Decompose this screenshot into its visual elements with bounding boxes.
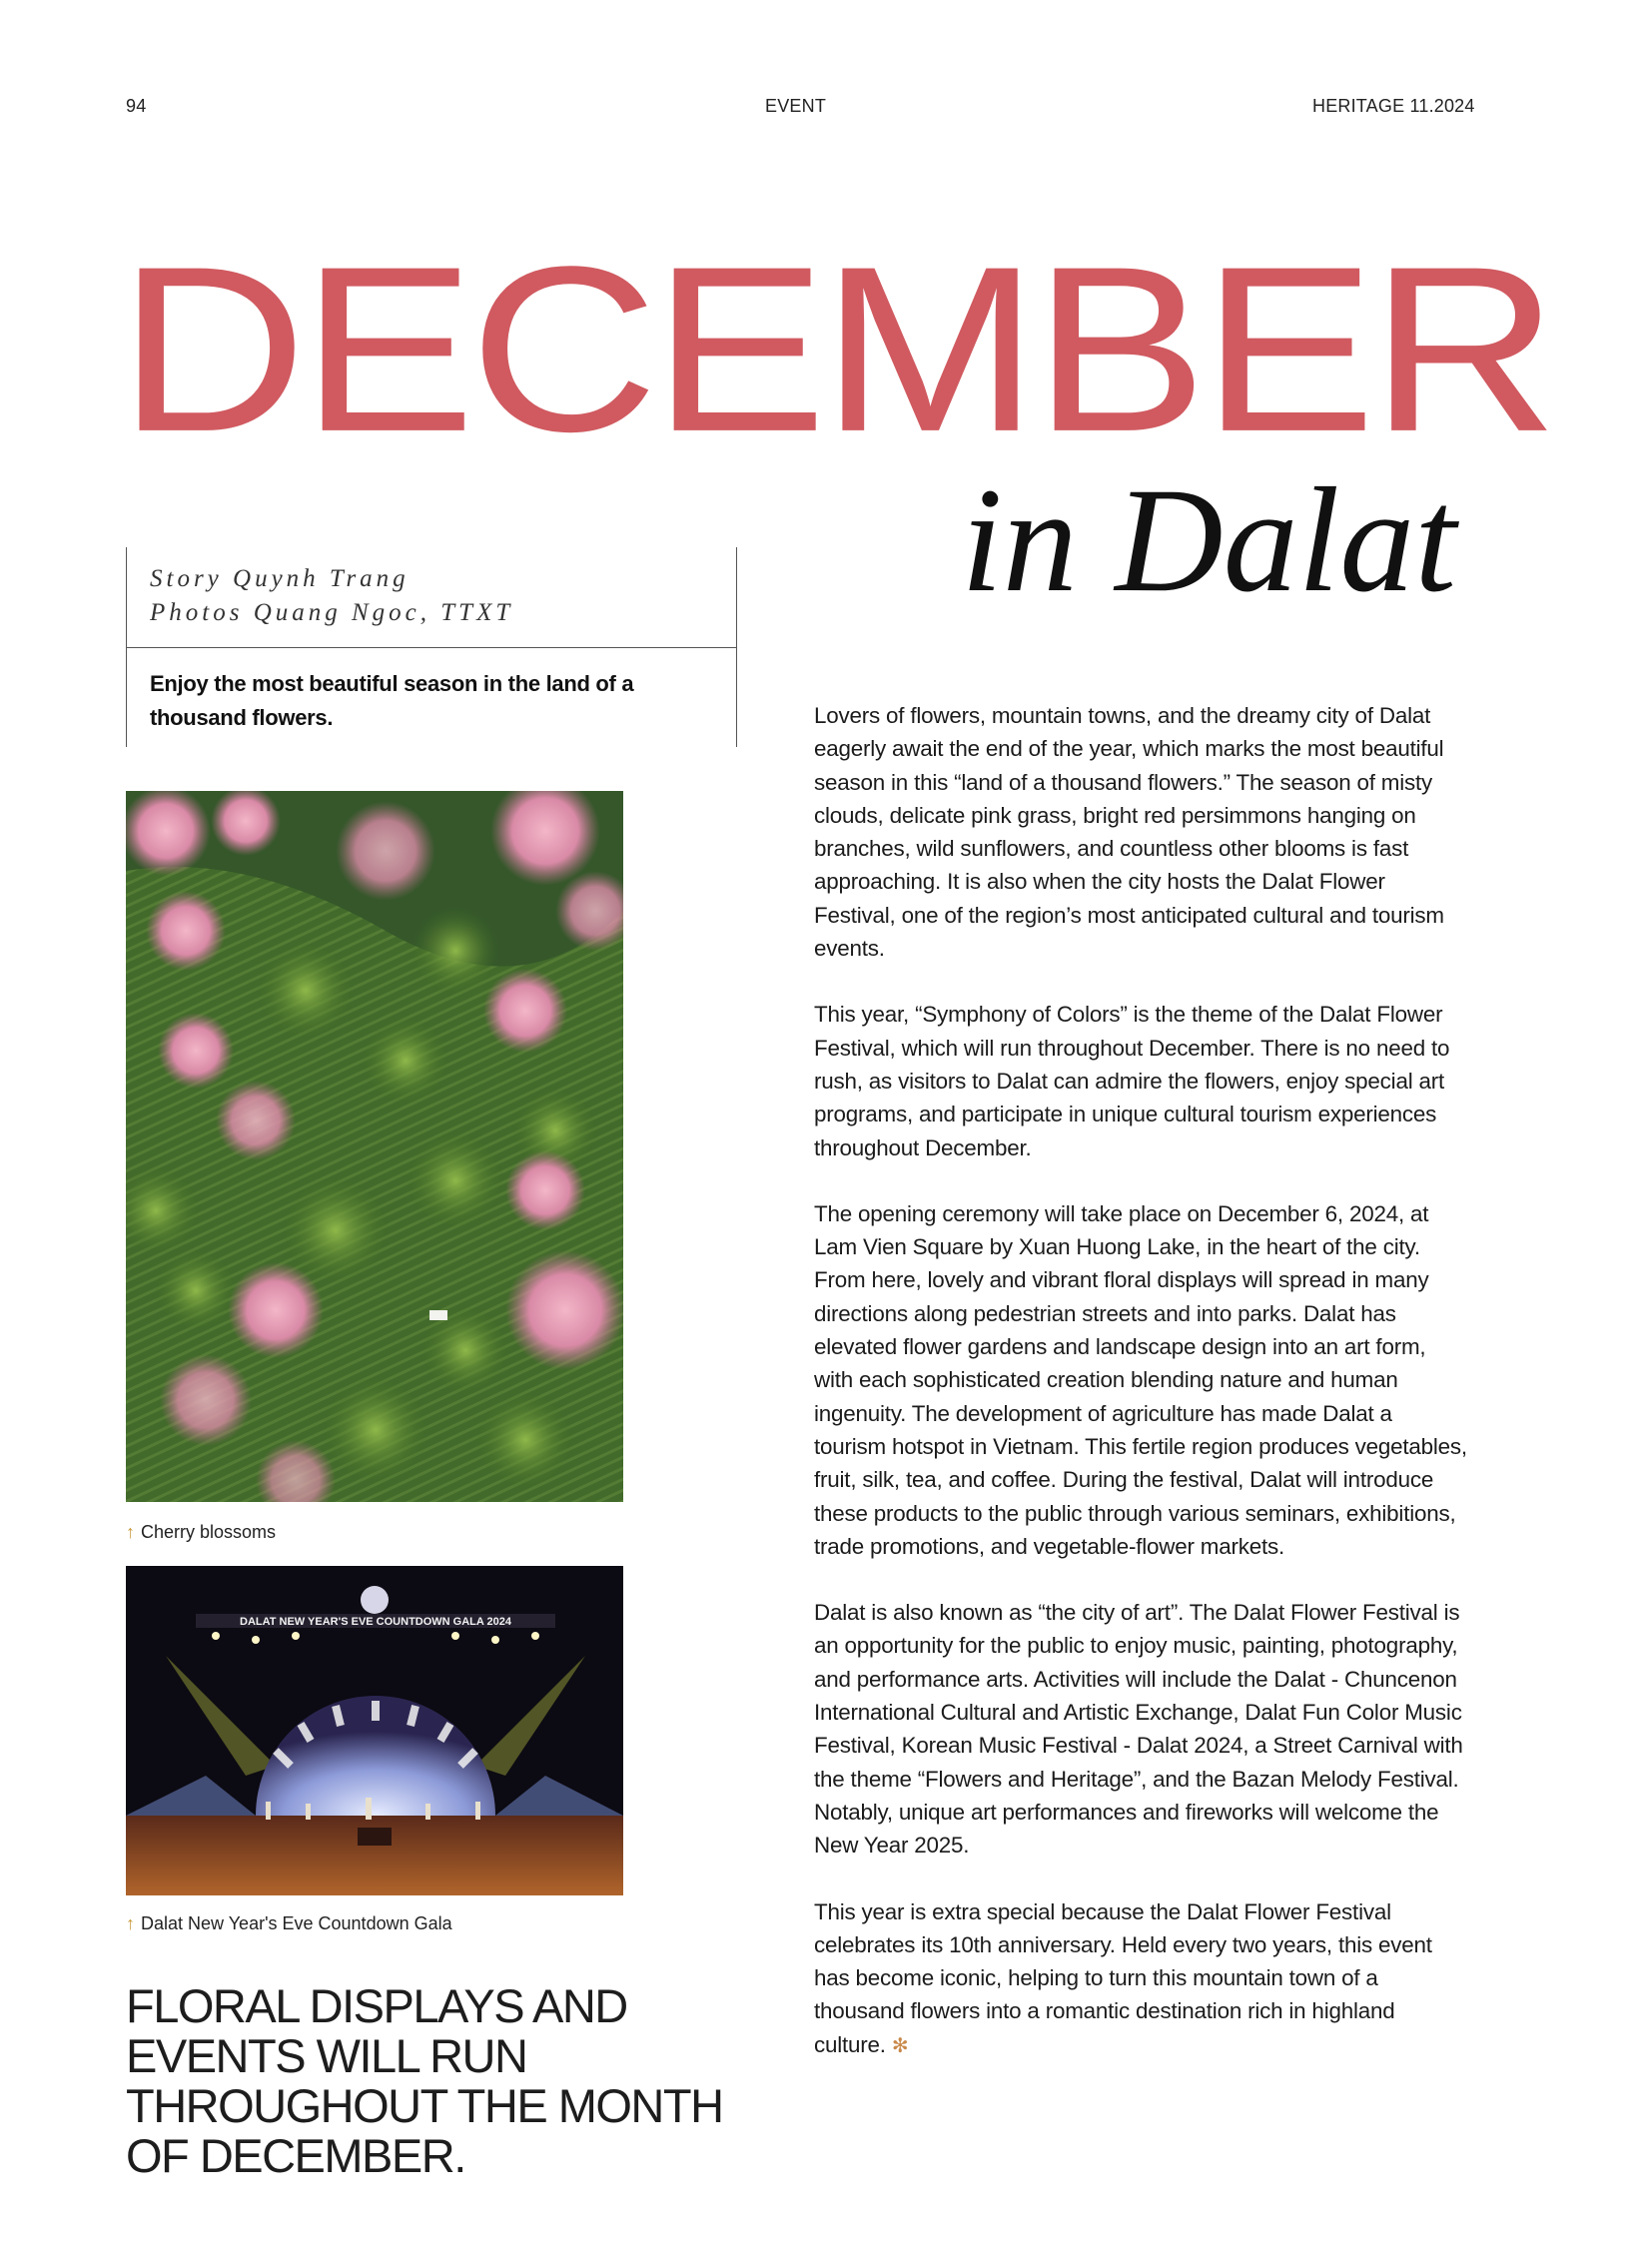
arrow-up-icon: ↑: [126, 1522, 135, 1542]
body-paragraph: This year, “Symphony of Colors” is the theme of the Dalat Flower Festival, which will run throughout December. There is no need to rush, as visitors to Dalat can admire the flowers, enjoy special art programs, and participate in unique cultural tourism experiences throughout December.: [814, 1002, 1450, 1160]
lotus-icon: ✻: [891, 2034, 909, 2057]
photo-caption: ↑ Dalat New Year's Eve Countdown Gala: [126, 1913, 452, 1933]
photo-caption: ↑ Cherry blossoms: [126, 1522, 277, 1542]
page-number: 94: [126, 96, 147, 116]
arrow-up-icon: ↑: [126, 1913, 135, 1933]
body-paragraph: Lovers of flowers, mountain towns, and the dreamy city of Dalat eagerly await the end of the year, which marks the most beautiful season in this “land of a thousand flowers.” The season of misty clouds, delicate pink grass, bright red persimmons hanging on branches, wild sunflowers, and countless other blooms is fast approaching. It is also when the city hosts the Dalat Flower Festival, one of the region’s most anticipated cultural and tourism events.: [814, 703, 1444, 962]
countdown-gala-photo: [126, 1566, 623, 1895]
body-paragraph: Dalat is also known as “the city of art”. The Dalat Flower Festival is an opportunity for the public to enjoy music, painting, photography, and performance arts. Activities will include the Dalat - Chuncenon International Cultural and Artistic Exchange, Dalat Fun Color Music Festival, Korean Music Festival - Dalat 2024, a Street Carnival with the theme “Flowers and Heritage”, and the Bazan Melody Festival. Notably, unique art performances and fireworks will welcome the New Year 2025.: [814, 1600, 1463, 1859]
credits-divider: [126, 647, 737, 648]
article-body: [814, 699, 1468, 2096]
headline-subtitle: in Dalat: [961, 457, 1456, 623]
standfirst: Enjoy the most beautiful season in the land of a thousand flowers.: [150, 671, 634, 730]
pull-quote: FLORAL DISPLAYS AND EVENTS WILL RUN THROUGHOUT THE MONTH OF DECEMBER.: [126, 1979, 723, 2182]
section-label: EVENT: [765, 96, 827, 116]
stage-banner-text: DALAT NEW YEAR'S EVE COUNTDOWN GALA 2024: [240, 1616, 511, 1628]
cherry-blossoms-photo: [126, 791, 623, 1502]
body-paragraph: The opening ceremony will take place on December 6, 2024, at Lam Vien Square by Xuan Huong Lake, in the heart of the city. From here, lovely and vibrant floral displays will spread in many directions along pedestrian streets and into parks. Dalat has elevated flower gardens and landscape design into an art form, with each sophisticated creation blending nature and human ingenuity. The development of agriculture has made Dalat a tourism hotspot in Vietnam. This fertile region produces vegetables, fruit, silk, tea, and coffee. During the festival, Dalat will introduce these products to the public through various seminars, exhibitions, trade promotions, and vegetable-flower markets.: [814, 1200, 1467, 1559]
issue-label: HERITAGE 11.2024: [1312, 96, 1475, 116]
photo-credit: Photos Quang Ngoc, TTXT: [150, 599, 514, 626]
headline: DECEMBER: [118, 217, 1553, 481]
body-paragraph-last: This year is extra special because the Dalat Flower Festival celebrates its 10th anniversary. Held every two years, this event has become iconic, helping to turn this mountain town of a thousand flowers into a romantic destination rich in highland culture. ✻: [814, 1898, 1432, 2057]
story-credit: Story Quynh Trang: [150, 565, 410, 592]
